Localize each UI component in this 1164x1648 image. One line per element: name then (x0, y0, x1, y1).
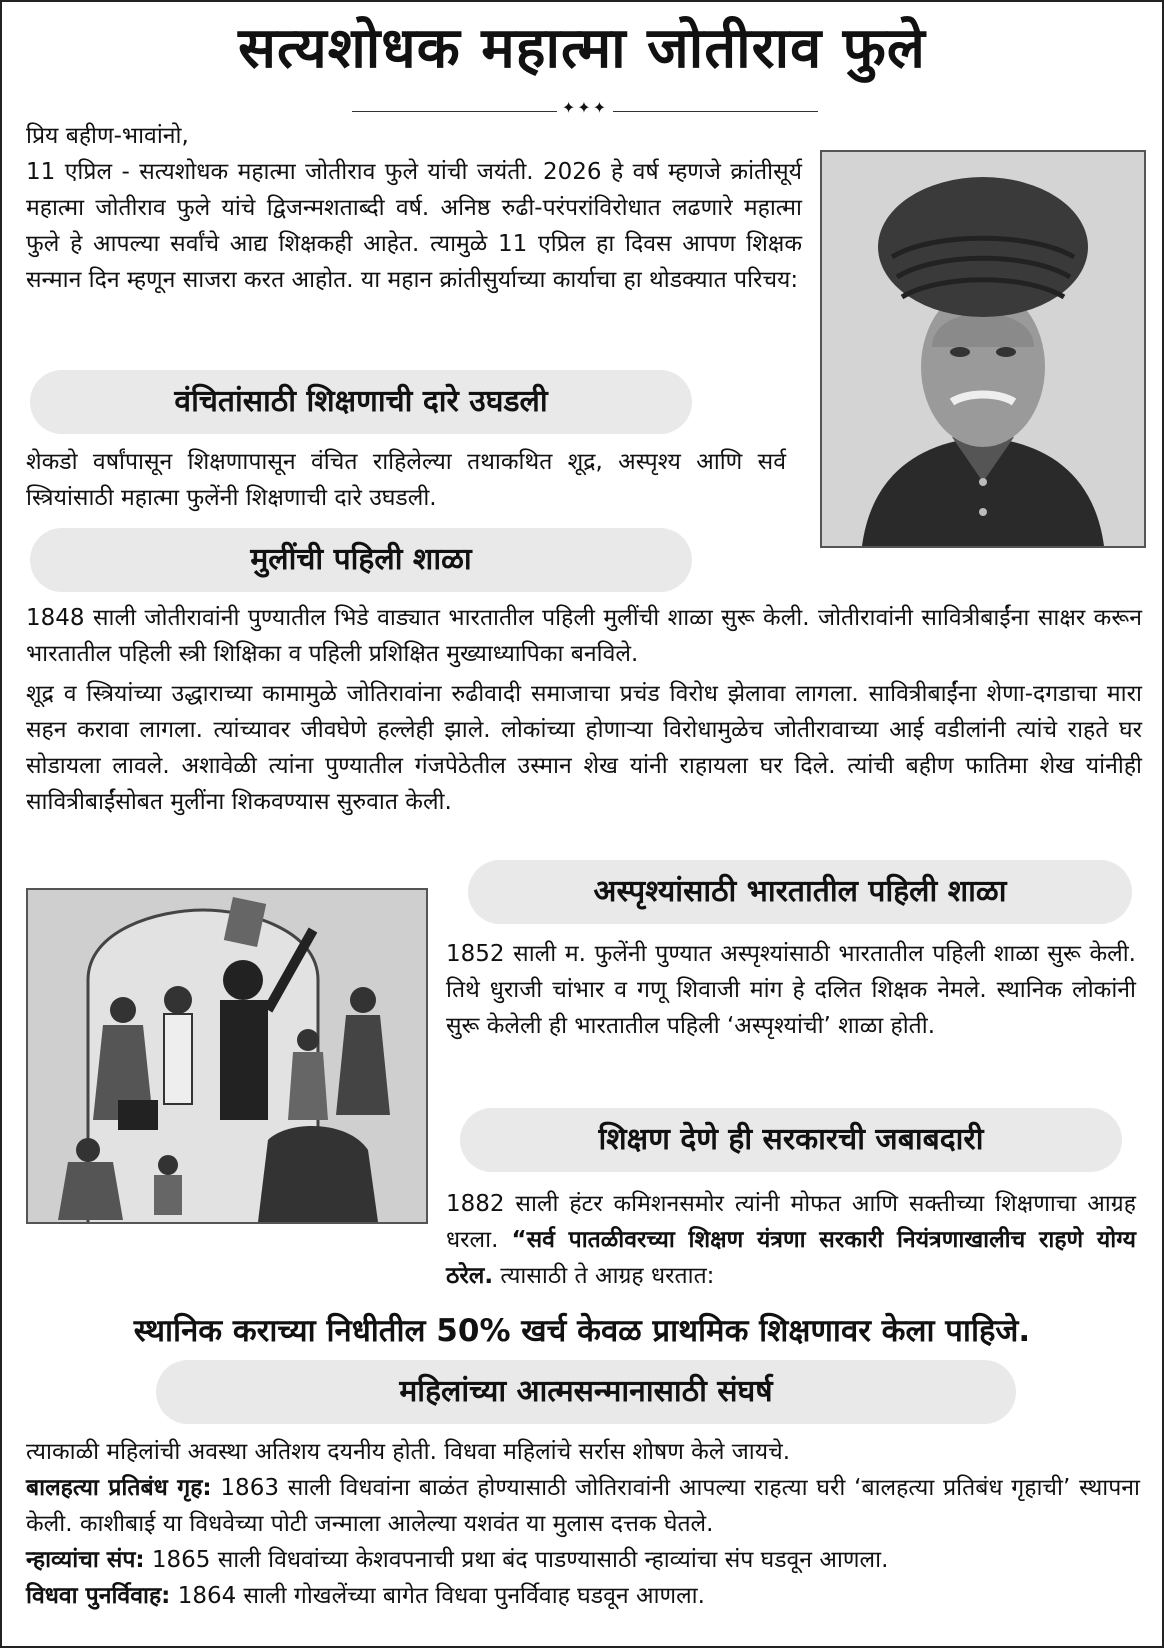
education-funding-highlight: स्थानिक कराच्या निधीतील 50% खर्च केवळ प्राथमिक शिक्षणावर केला पाहिजे. (133, 1313, 1031, 1349)
section3-paragraph: 1852 साली म. फुलेंनी पुण्यात अस्पृश्यांसाठी भारतातील पहिली शाळा सुरू केली. तिथे धुराजी चांभार व गणू शिवाजी मांग हे दलित शिक्षक नेमले. स्थानिक लोकांनी सुरू केलेली ही भारतातील पहिली ‘अस्पृश्यांची’ शाळा होती. (446, 941, 1136, 1039)
section4-paragraph (446, 1186, 1136, 1294)
section5-intro: त्याकाळी महिलांची अवस्था अतिशय दयनीय होती. विधवा महिलांचे सर्रास शोषण केले जायचे. (26, 1439, 790, 1465)
section4-text-start: 1882 साली हंटर कमिशनसमोर त्यांनी मोफत आणि सक्तीच्या शिक्षणाचा आग्रह धरला. (446, 1191, 1136, 1253)
section2-paragraphs (26, 600, 1142, 820)
school-scene-drawing (28, 890, 426, 1222)
infanticide-prevention-text: 1863 साली विधवांना बाळंत होण्यासाठी जोतिरावांनी आपल्या राहत्या घरी ‘बालहत्या प्रतिबंध गृहाची’ स्थापना केली. काशीबाई या विधवेच्या पोटी जन्माला आलेल्या यशवंत या मुलास दत्तक घेतले. (26, 1475, 1141, 1537)
section4-quote: “सर्व पातळीवरच्या शिक्षण यंत्रणा सरकारी नियंत्रणाखालीच राहणे योग्य ठरेल. (446, 1227, 1136, 1289)
intro-paragraph: 11 एप्रिल - सत्यशोधक महात्मा जोतीराव फुले यांची जयंती. 2026 हे वर्ष म्हणजे क्रांतीसूर्य महात्मा जोतीराव फुले यांचे द्विजन्मशताब्दी वर्ष. अनिष्ठ रुढी-परंपरांविरोधात लढणारे महात्मा फुले हे आपल्या सर्वांचे आद्य शिक्षकही आहेत. त्यामुळे 11 एप्रिल हा दिवस आपण शिक्षक सन्मान दिन म्हणून साजरा करत आहोत. या महान क्रांतीसुर्याच्या कार्याचा हा थोडक्यात परिचय: (26, 159, 802, 293)
title-divider: ✦✦✦ (352, 102, 818, 122)
section4-text-end: त्यासाठी ते आग्रह धरतात: (500, 1263, 715, 1289)
salutation: प्रिय बहीण-भावांनो, (26, 123, 189, 149)
section5-paragraph (26, 1434, 1140, 1614)
barbers-strike-label: न्हाव्यांचा संप: (26, 1547, 145, 1573)
portrait-illustration (822, 152, 1144, 546)
widow-remarriage-label: विधवा पुनर्विवाह: (26, 1583, 171, 1609)
heading-first-school-untouchables: अस्पृश्यांसाठी भारतातील पहिली शाळा (468, 860, 1132, 924)
section1-paragraph: शेकडो वर्षांपासून शिक्षणापासून वंचित राहिलेल्या तथाकथित शूद्र, अस्पृश्य आणि सर्व स्त्रियांसाठी महात्मा फुलेंनी शिक्षणाची दारे उघडली. (26, 449, 786, 511)
heading-government-responsibility: शिक्षण देणे ही सरकारची जबाबदारी (460, 1108, 1122, 1172)
widow-remarriage-item (26, 1578, 1140, 1614)
page-title: सत्यशोधक महात्मा जोतीराव फुले (238, 16, 926, 81)
barbers-strike-text: 1865 साली विधवांच्या केशवपनाची प्रथा बंद पाडण्यासाठी न्हाव्यांचा संप घडवून आणला. (151, 1547, 889, 1573)
infanticide-prevention-label: बालहत्या प्रतिबंध गृह: (26, 1475, 212, 1501)
portrait-photo (820, 150, 1146, 548)
heading-women-dignity: महिलांच्या आत्मसन्मानासाठी संघर्ष (156, 1360, 1016, 1424)
school-illustration (26, 888, 428, 1224)
infanticide-prevention-item (26, 1470, 1140, 1542)
heading-first-girls-school: मुलींची पहिली शाळा (30, 528, 692, 592)
widow-remarriage-text: 1864 साली गोखलेंच्या बागेत विधवा पुनर्विवाह घडवून आणला. (177, 1583, 705, 1609)
section2-paragraph-2: शूद्र व स्त्रियांच्या उद्धाराच्या कामामुळे जोतिरावांना रुढीवादी समाजाचा प्रचंड विरोध झेलावा लागला. सावित्रीबाईंना शेणा-दगडाचा मारा सहन करावा लागला. त्यांच्यावर जीवघेणे हल्लेही झाले. लोकांच्या होणाऱ्या विरोधामुळेच जोतीरावाच्या आई वडीलांनी त्यांचे राहते घर सोडायला लावले. अशावेळी त्यांना पुण्यातील गंजपेठेतील उस्मान शेख यांनी राहायला घर दिले. त्यांची बहीण फातिमा शेख यांनीही सावित्रीबाईंसोबत मुलींना शिकवण्यास सुरुवात केली. (26, 681, 1142, 815)
barbers-strike-item (26, 1542, 1140, 1578)
section2-paragraph-1: 1848 साली जोतीरावांनी पुण्यातील भिडे वाड्यात भारतातील पहिली मुलींची शाळा सुरू केली. जोतीरावांनी सावित्रीबाईंना साक्षर करून भारतातील पहिली स्त्री शिक्षिका व पहिली प्रशिक्षित मुख्याध्यापिका बनविले. (26, 605, 1142, 667)
heading-open-education: वंचितांसाठी शिक्षणाची दारे उघडली (30, 370, 692, 434)
